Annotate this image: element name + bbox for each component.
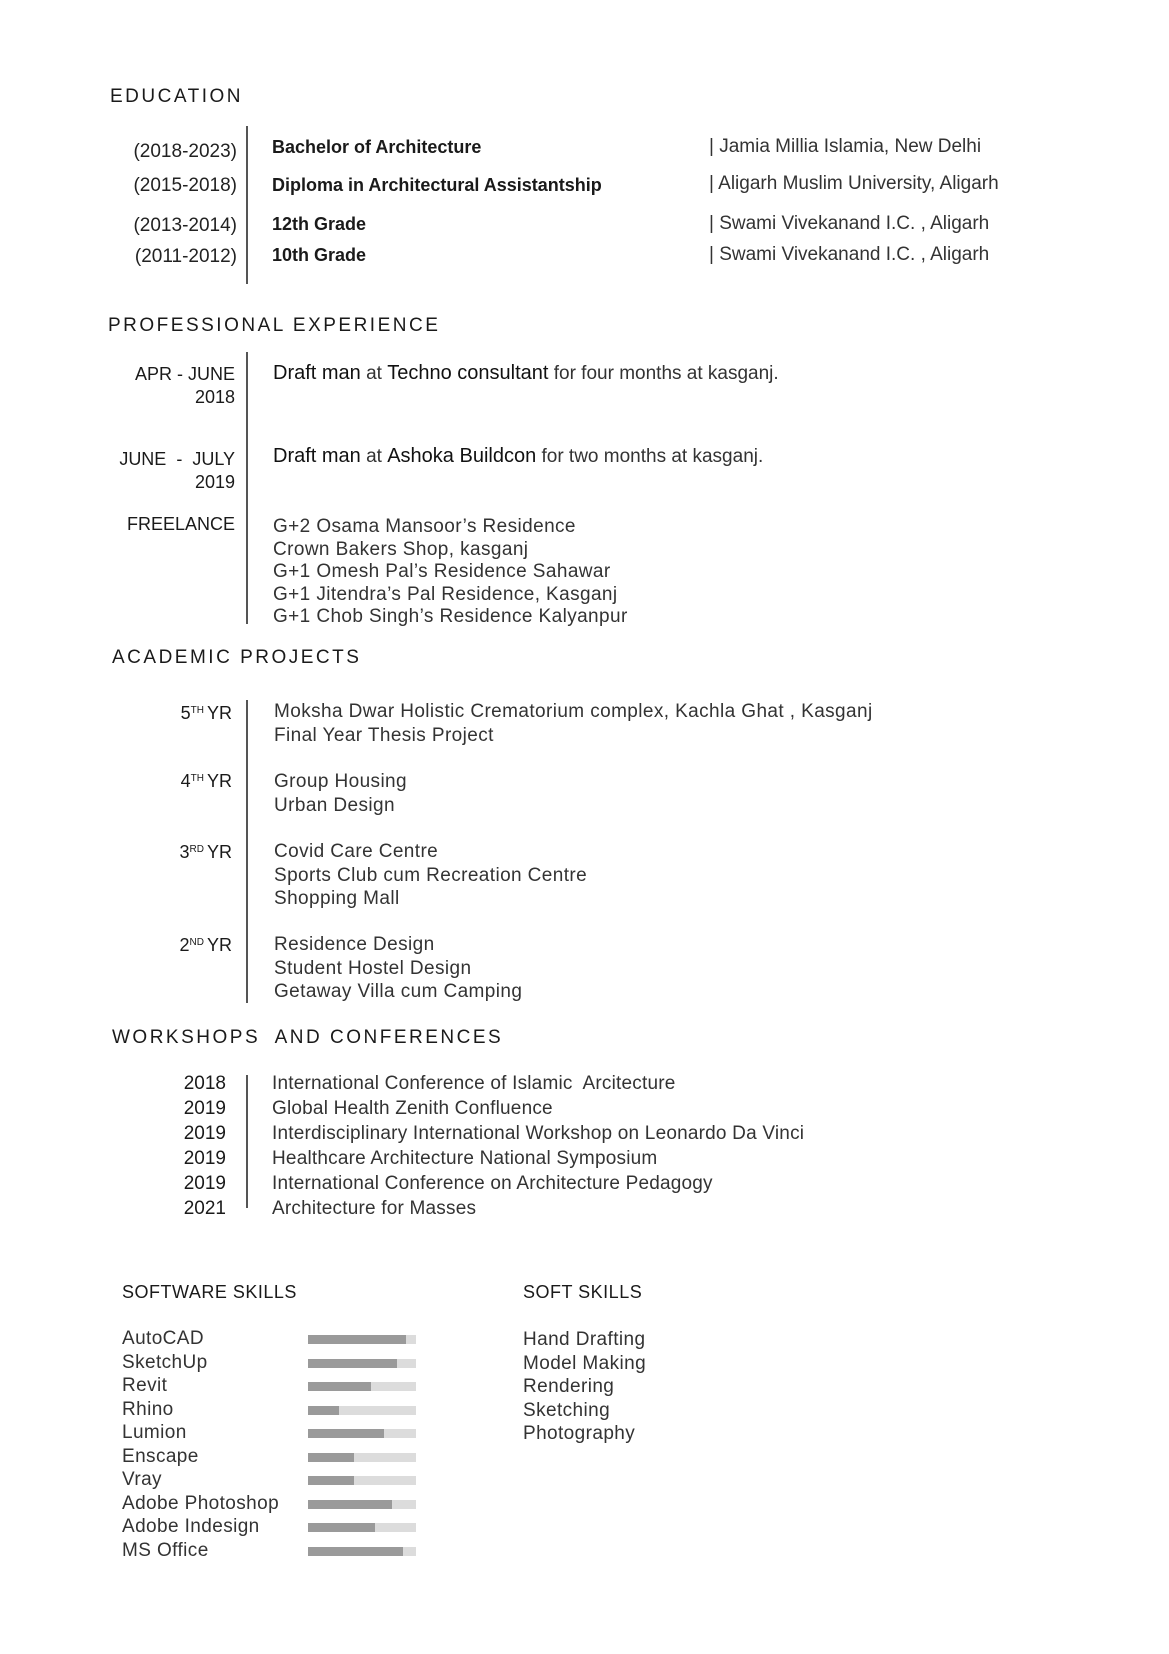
education-degree: 12th Grade — [272, 214, 367, 234]
academic-year-label — [160, 842, 232, 863]
freelance-item: G+2 Osama Mansoor’s Residence — [273, 516, 576, 537]
skill-bar-track — [308, 1406, 416, 1415]
education-degree: Bachelor of Architecture — [272, 137, 482, 157]
workshop-title: International Conference on Architecture Pedagogy — [272, 1173, 713, 1194]
skill-row — [122, 1446, 422, 1470]
academic-year-label — [160, 935, 232, 956]
freelance-item: G+1 Omesh Pal’s Residence Sahawar — [273, 561, 611, 582]
project-item: Student Hostel Design — [274, 957, 472, 979]
workshops-heading: WORKSHOPS AND CONFERENCES — [112, 1027, 504, 1048]
skill-bar-fill — [308, 1382, 371, 1391]
soft-skill-item: Model Making — [523, 1352, 647, 1374]
job-company: Ashoka Buildcon — [387, 445, 537, 467]
project-item: Covid Care Centre — [274, 841, 439, 862]
skill-bar-fill — [308, 1476, 354, 1485]
skill-name: SketchUp — [122, 1351, 208, 1373]
experience-divider — [246, 352, 248, 624]
skill-row — [122, 1399, 422, 1423]
education-institution: | Aligarh Muslim University, Aligarh — [709, 173, 999, 194]
job-connector: at — [360, 446, 388, 467]
skill-row — [122, 1469, 422, 1493]
freelance-item: Crown Bakers Shop, kasganj — [273, 538, 529, 560]
workshop-year: 2018 — [183, 1073, 226, 1094]
skill-name: Rhino — [122, 1398, 174, 1420]
skill-name: MS Office — [122, 1539, 209, 1561]
year-abbrev: YR — [206, 935, 232, 955]
academic-heading: ACADEMIC PROJECTS — [112, 647, 362, 668]
skill-name: Vray — [122, 1469, 162, 1490]
project-item: Group Housing — [274, 771, 407, 792]
skill-name: Adobe Indesign — [122, 1516, 260, 1537]
job-date — [95, 363, 235, 409]
workshop-title: Interdisciplinary International Workshop on Leonardo Da Vinci — [272, 1123, 805, 1144]
job-role: Draft man — [273, 445, 361, 467]
workshop-year: 2019 — [183, 1123, 226, 1144]
project-item: Shopping Mall — [274, 888, 400, 909]
job-connector: at — [360, 363, 388, 384]
education-degree: Diploma in Architectural Assistantship — [272, 175, 602, 195]
year-suffix: TH — [190, 773, 204, 784]
skill-bar-track — [308, 1523, 416, 1532]
education-years: (2015-2018) — [133, 175, 237, 196]
skill-bar-track — [308, 1429, 416, 1438]
skill-row — [122, 1422, 422, 1446]
year-number: 5 — [180, 703, 191, 723]
soft-skill-item: Sketching — [523, 1399, 611, 1421]
project-item: Residence Design — [274, 934, 435, 955]
workshop-title: Global Health Zenith Confluence — [272, 1098, 553, 1119]
education-divider — [246, 126, 248, 284]
freelance-item: G+1 Jitendra’s Pal Residence, Kasganj — [273, 583, 618, 605]
job-description — [273, 362, 779, 385]
software-skills-heading: SOFTWARE SKILLS — [122, 1282, 297, 1302]
job-description — [273, 445, 763, 468]
skill-row — [122, 1493, 422, 1517]
education-degree: 10th Grade — [272, 245, 367, 265]
academic-year-label — [160, 703, 232, 724]
education-heading: EDUCATION — [110, 86, 243, 107]
skill-row — [122, 1516, 422, 1540]
experience-heading: PROFESSIONAL EXPERIENCE — [108, 315, 441, 336]
year-abbrev: YR — [206, 703, 232, 723]
skill-name: AutoCAD — [122, 1328, 205, 1349]
education-years: (2011-2012) — [134, 246, 237, 267]
education-institution: | Jamia Millia Islamia, New Delhi — [709, 136, 982, 157]
year-number: 3 — [179, 842, 190, 862]
year-number: 2 — [179, 935, 190, 955]
skill-bar-fill — [308, 1453, 354, 1462]
project-list — [274, 840, 587, 911]
skill-bar-track — [308, 1500, 416, 1509]
job-company: Techno consultant — [387, 362, 549, 384]
workshop-title: International Conference of Islamic Arcitecture — [272, 1073, 676, 1094]
freelance-label: FREELANCE — [126, 514, 235, 534]
year-abbrev: YR — [206, 842, 232, 862]
year-suffix: RD — [189, 844, 204, 855]
project-list — [274, 770, 407, 817]
skill-bar-fill — [308, 1500, 392, 1509]
skill-bar-fill — [308, 1523, 375, 1532]
education-years: (2018-2023) — [133, 141, 237, 162]
project-item: Urban Design — [274, 794, 395, 816]
workshop-year: 2019 — [183, 1173, 226, 1194]
skill-name: Revit — [122, 1375, 168, 1396]
skill-bar-track — [308, 1547, 416, 1556]
workshops-divider — [246, 1075, 248, 1208]
freelance-list — [273, 516, 628, 629]
skill-bar-fill — [308, 1547, 403, 1556]
freelance-item: G+1 Chob Singh’s Residence Kalyanpur — [273, 606, 628, 627]
skill-row — [122, 1352, 422, 1376]
year-number: 4 — [180, 771, 191, 791]
skill-row — [122, 1328, 422, 1352]
skill-bar-track — [308, 1453, 416, 1462]
workshop-year: 2019 — [183, 1148, 226, 1169]
project-list — [274, 933, 522, 1004]
job-date-year: 2018 — [194, 387, 235, 407]
workshop-year: 2021 — [183, 1198, 226, 1219]
project-list — [274, 700, 873, 747]
skill-bar-track — [308, 1335, 416, 1344]
academic-year-label — [160, 771, 232, 792]
skill-name: Enscape — [122, 1445, 199, 1467]
academic-divider — [246, 700, 248, 1003]
soft-skill-item: Rendering — [523, 1376, 615, 1397]
education-years: (2013-2014) — [133, 215, 237, 236]
skill-row — [122, 1375, 422, 1399]
job-role: Draft man — [273, 362, 361, 384]
workshop-year: 2019 — [183, 1098, 226, 1119]
year-suffix: ND — [189, 937, 204, 948]
skill-bar-fill — [308, 1406, 339, 1415]
skill-bar-fill — [308, 1359, 397, 1368]
soft-skill-item: Photography — [523, 1423, 636, 1444]
soft-skills-heading: SOFT SKILLS — [523, 1282, 643, 1302]
project-item: Getaway Villa cum Camping — [274, 981, 523, 1002]
soft-skills-list — [523, 1328, 646, 1446]
year-abbrev: YR — [206, 771, 232, 791]
job-date-months: JUNE - JULY — [119, 449, 235, 469]
education-institution: | Swami Vivekanand I.C. , Aligarh — [709, 213, 990, 234]
skill-name: Lumion — [122, 1422, 187, 1443]
soft-skill-item: Hand Drafting — [523, 1329, 646, 1350]
skill-row — [122, 1540, 422, 1564]
job-details: for four months at kasganj. — [548, 363, 779, 384]
project-item: Moksha Dwar Holistic Crematorium complex, Kachla Ghat , Kasganj — [274, 701, 873, 722]
job-date — [95, 448, 235, 494]
skill-bar-track — [308, 1476, 416, 1485]
workshop-title: Healthcare Architecture National Symposium — [272, 1148, 658, 1169]
job-date-months: APR - JUNE — [134, 364, 235, 384]
workshop-title: Architecture for Masses — [272, 1198, 477, 1219]
skill-bar-track — [308, 1382, 416, 1391]
job-details: for two months at kasganj. — [536, 446, 764, 467]
job-date-year: 2019 — [194, 472, 235, 492]
skill-name: Adobe Photoshop — [122, 1492, 280, 1514]
education-institution: | Swami Vivekanand I.C. , Aligarh — [709, 244, 990, 265]
skill-bar-fill — [308, 1335, 406, 1344]
skill-bar-track — [308, 1359, 416, 1368]
project-item: Sports Club cum Recreation Centre — [274, 864, 588, 886]
skill-bar-fill — [308, 1429, 384, 1438]
project-item: Final Year Thesis Project — [274, 724, 494, 746]
year-suffix: TH — [190, 705, 204, 716]
